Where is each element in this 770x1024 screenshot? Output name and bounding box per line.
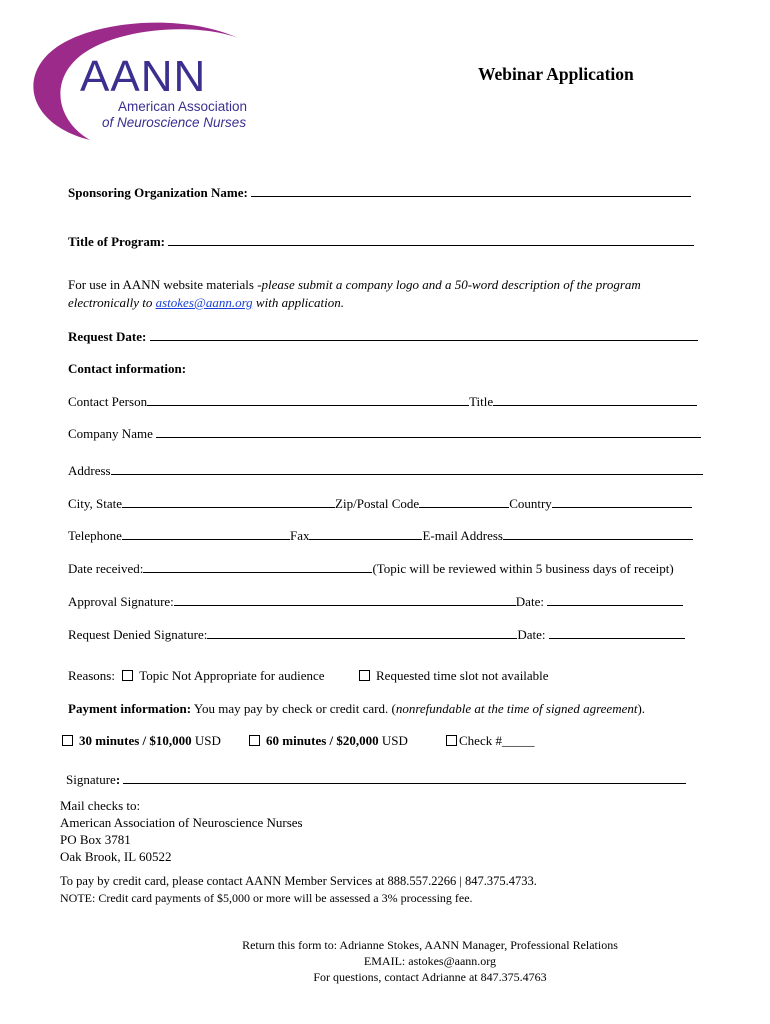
- denied-row: [68, 627, 685, 643]
- denied-sig-field[interactable]: [207, 637, 517, 639]
- program-title-label: Title of Program:: [68, 234, 165, 249]
- contact-person-label: Contact Person: [68, 394, 148, 409]
- contact-heading: Contact information:: [68, 361, 187, 376]
- approval-sig-field[interactable]: [174, 604, 516, 606]
- logo-line1: American Association: [118, 99, 248, 114]
- website-note-post: with application.: [252, 295, 345, 310]
- payment-option-check: [446, 733, 534, 749]
- request-date-label: Request Date:: [68, 329, 147, 344]
- sponsoring-org-field[interactable]: [251, 195, 691, 197]
- date-received-label: Date received:: [68, 561, 144, 576]
- approval-date-field[interactable]: [547, 604, 683, 606]
- payment-option-60: [249, 733, 408, 749]
- program-title-field[interactable]: [168, 244, 694, 246]
- sponsoring-org-row: [68, 185, 691, 201]
- aann-logo: [20, 14, 260, 144]
- option-30-checkbox[interactable]: [62, 735, 73, 746]
- approval-date-label: Date:: [515, 594, 544, 609]
- denied-date-field[interactable]: [549, 637, 685, 639]
- payment-text: You may pay by check or credit card. (: [191, 701, 396, 716]
- website-note-italic: -please submit a company logo and a 50-word description of the program: [257, 277, 641, 292]
- company-row: [68, 426, 701, 442]
- signature-row: [66, 772, 686, 788]
- credit-block: [60, 873, 537, 907]
- approval-row: [68, 594, 683, 610]
- company-label: Company Name: [68, 426, 153, 441]
- logo-line2: of Neuroscience Nurses: [102, 115, 247, 130]
- contact-title-field[interactable]: [493, 404, 697, 406]
- zip-label: Zip/Postal Code: [335, 496, 420, 511]
- footer-line1: Return this form to: Adrianne Stokes, AANN Manager, Professional Relations: [242, 938, 618, 952]
- email-label: E-mail Address: [422, 528, 503, 543]
- contact-person-field[interactable]: [147, 404, 469, 406]
- zip-field[interactable]: [419, 506, 509, 508]
- sponsoring-org-label: Sponsoring Organization Name:: [68, 185, 248, 200]
- signature-label: Signature: [66, 772, 116, 787]
- date-received-field[interactable]: [143, 571, 372, 573]
- check-checkbox[interactable]: [446, 735, 457, 746]
- footer-line2: EMAIL: astokes@aann.org: [363, 954, 497, 968]
- website-note-pre: electronically to: [68, 295, 156, 310]
- reason1-label: Topic Not Appropriate for audience: [139, 668, 325, 683]
- fax-field[interactable]: [309, 538, 422, 540]
- city-field[interactable]: [122, 506, 335, 508]
- reason1-checkbox[interactable]: [122, 670, 133, 681]
- website-note-line1: [68, 277, 641, 293]
- logo-acronym: AANN: [80, 52, 207, 101]
- signature-colon: :: [115, 772, 121, 787]
- mail-block: [60, 797, 303, 865]
- date-received-row: [68, 561, 674, 577]
- telephone-row: [68, 528, 693, 544]
- date-received-note: (Topic will be reviewed within 5 business days of receipt): [372, 561, 674, 576]
- denied-date-label: Date:: [517, 627, 546, 642]
- reason2-checkbox[interactable]: [359, 670, 370, 681]
- payment-close: ).: [637, 701, 646, 716]
- payment-option-30: [62, 733, 221, 749]
- request-date-row: [68, 329, 698, 345]
- mail-line2: American Association of Neuroscience Nurses: [60, 815, 303, 830]
- request-date-field[interactable]: [150, 339, 698, 341]
- credit-line2: NOTE: Credit card payments of $5,000 or more will be assessed a 3% processing fee.: [60, 891, 473, 905]
- footer-line3: For questions, contact Adrianne at 847.375.4763: [313, 970, 547, 984]
- telephone-label: Telephone: [68, 528, 122, 543]
- credit-line1: To pay by credit card, please contact AANN Member Services at 888.557.2266 | 847.375.4733.: [60, 874, 537, 888]
- page-title: Webinar Application: [478, 64, 634, 84]
- country-label: Country: [509, 496, 552, 511]
- option-60-checkbox[interactable]: [249, 735, 260, 746]
- check-label: Check #_____: [459, 733, 535, 748]
- reasons-label: Reasons:: [68, 668, 115, 683]
- country-field[interactable]: [552, 506, 692, 508]
- website-note-line2: [68, 295, 344, 311]
- signature-field[interactable]: [123, 782, 686, 784]
- city-label: City, State: [68, 496, 123, 511]
- reason2: [359, 668, 549, 684]
- address-row: [68, 463, 703, 479]
- denied-label: Request Denied Signature:: [68, 627, 208, 642]
- reasons-row: [68, 668, 325, 684]
- option-60-rest: USD: [378, 733, 408, 748]
- program-title-row: [68, 234, 694, 250]
- company-field[interactable]: [156, 436, 701, 438]
- payment-italic: nonrefundable at the time of signed agreement: [395, 701, 638, 716]
- email-link[interactable]: astokes@aann.org: [155, 295, 253, 310]
- option-30-bold: 30 minutes / $10,000: [79, 733, 192, 748]
- email-field[interactable]: [503, 538, 693, 540]
- approval-label: Approval Signature:: [68, 594, 174, 609]
- address-label: Address: [68, 463, 111, 478]
- payment-row: [68, 701, 645, 717]
- payment-heading: Payment information:: [68, 701, 192, 716]
- reason2-label: Requested time slot not available: [376, 668, 549, 683]
- option-30-rest: USD: [191, 733, 221, 748]
- telephone-field[interactable]: [122, 538, 290, 540]
- mail-line3: PO Box 3781: [60, 832, 131, 847]
- website-note-lead: For use in AANN website materials: [68, 277, 258, 292]
- contact-person-row: [68, 394, 697, 410]
- option-60-bold: 60 minutes / $20,000: [266, 733, 379, 748]
- address-field[interactable]: [111, 473, 703, 475]
- footer-block: [200, 937, 660, 985]
- fax-label: Fax: [289, 528, 310, 543]
- contact-title-label: Title: [469, 394, 494, 409]
- city-row: [68, 496, 692, 512]
- mail-line1: Mail checks to:: [60, 798, 141, 813]
- mail-line4: Oak Brook, IL 60522: [60, 849, 172, 864]
